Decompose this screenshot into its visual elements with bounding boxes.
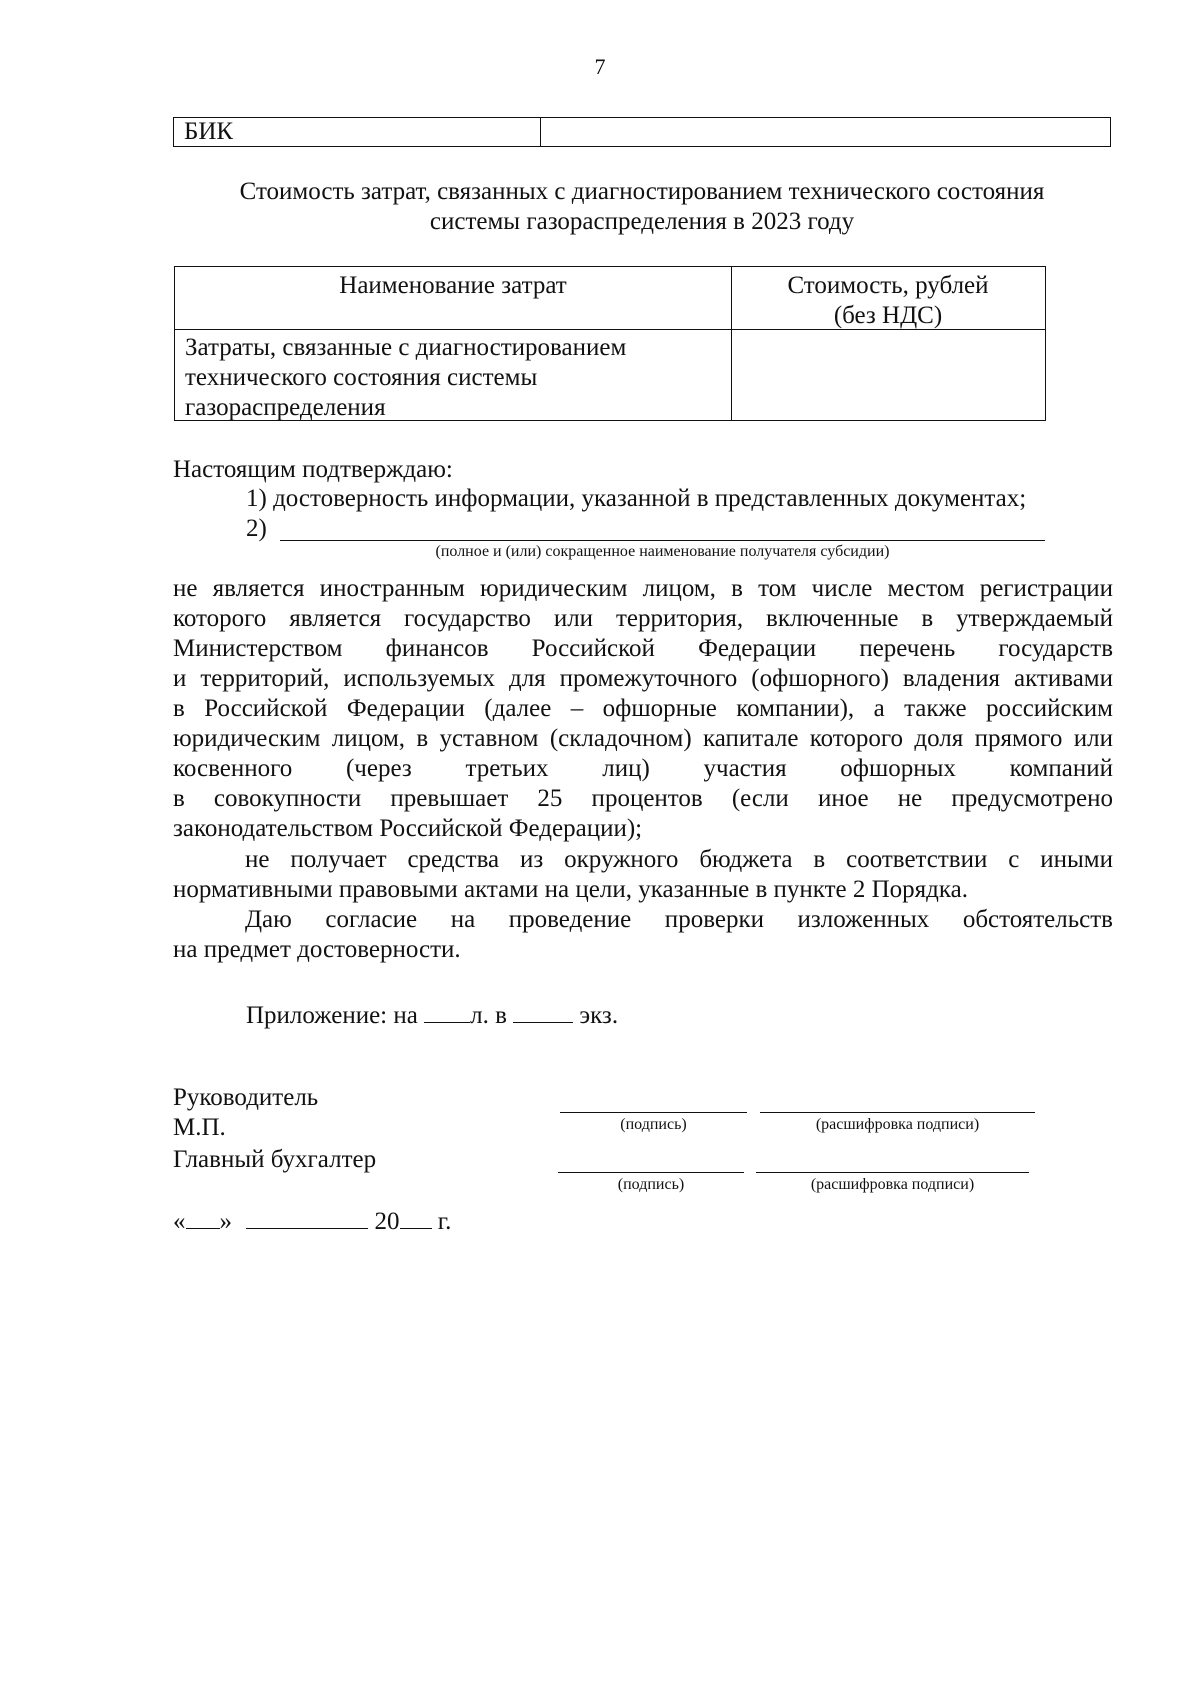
attachment-middle: л. в — [470, 1002, 507, 1029]
date-line — [173, 1206, 451, 1237]
attachment-copies-field[interactable] — [513, 1000, 573, 1023]
bik-label: БИК — [174, 118, 541, 146]
para3-line: Даю согласие на проведение проверки изложенных обстоятельств — [245, 906, 1113, 933]
header-cost-value — [731, 271, 1045, 331]
para2-line: нормативными правовыми актами на цели, указанные в пункте 2 Порядка. — [173, 876, 969, 903]
para1-line: которого является государство или территория, включенные в утверждаемый — [173, 605, 1113, 632]
confirm-intro: Настоящим подтверждаю: — [173, 456, 453, 483]
head-signature-caption: (подпись) — [620, 1116, 687, 1133]
para3-line: на предмет достоверности. — [173, 936, 461, 963]
confirm-item-2-number: 2) — [246, 515, 267, 542]
accountant-decoding-line[interactable] — [756, 1172, 1029, 1173]
date-open-quote: « — [173, 1208, 186, 1235]
head-decoding-line[interactable] — [760, 1112, 1035, 1113]
cost-section-title — [173, 177, 1111, 237]
attachment-pages-field[interactable] — [424, 1000, 470, 1023]
date-month-field[interactable] — [246, 1206, 368, 1229]
date-year-field[interactable] — [400, 1206, 432, 1229]
stamp-label: М.П. — [173, 1114, 226, 1141]
accountant-decoding-caption: (расшифровка подписи) — [810, 1176, 975, 1193]
para1-line: юридическим лицом, в уставном (складочном) капитале которого доля прямого или — [173, 725, 1113, 752]
date-year-suffix: г. — [437, 1208, 452, 1235]
para1-line: не является иностранным юридическим лицом, в том числе местом регистрации — [173, 575, 1113, 602]
para1-line: в совокупности превышает 25 процентов (если иное не предусмотрено — [173, 785, 1113, 812]
accountant-signature-caption: (подпись) — [617, 1176, 685, 1193]
row-cost-name — [185, 333, 725, 423]
paragraph-offshore — [173, 574, 1113, 844]
paragraph-consent — [173, 905, 1113, 965]
recipient-name-caption: (полное и (или) сокращенное наименование получателя субсидии) — [435, 543, 890, 560]
row-name-line-2: технического состояния системы — [185, 364, 538, 391]
bik-table — [173, 117, 1111, 147]
paragraph-budget — [173, 845, 1113, 905]
recipient-name-line[interactable] — [280, 540, 1045, 541]
para1-line: в Российской Федерации (далее – офшорные компании), а также российским — [173, 695, 1113, 722]
head-signature-line[interactable] — [560, 1112, 747, 1113]
accountant-signature-line[interactable] — [558, 1172, 744, 1173]
cost-table — [174, 266, 1046, 421]
date-close-quote: » — [219, 1208, 232, 1235]
row-name-line-3: газораспределения — [185, 394, 386, 421]
header-cost-line-1: Стоимость, рублей — [787, 272, 989, 299]
attachment-suffix: экз. — [579, 1002, 619, 1029]
date-day-field[interactable] — [186, 1206, 220, 1229]
title-line-2: системы газораспределения в 2023 году — [429, 208, 855, 235]
chief-accountant-label: Главный бухгалтер — [173, 1146, 377, 1173]
head-label: Руководитель — [173, 1084, 319, 1111]
attachment-line — [246, 1000, 618, 1031]
row-name-line-1: Затраты, связанные с диагностированием — [185, 334, 627, 361]
page-number: 7 — [594, 54, 606, 79]
para1-line: законодательством Российской Федерации); — [173, 815, 643, 842]
para1-line: Министерством финансов Российской Федерации перечень государств — [173, 635, 1113, 662]
date-year-prefix: 20 — [374, 1208, 400, 1235]
header-cost-line-2: (без НДС) — [833, 302, 943, 329]
title-line-1: Стоимость затрат, связанных с диагностированием технического состояния — [239, 178, 1045, 205]
para1-line: косвенного (через третьих лиц) участия офшорных компаний — [173, 755, 1113, 782]
para1-line: и территорий, используемых для промежуточного (офшорного) владения активами — [173, 665, 1113, 692]
attachment-prefix: Приложение: на — [246, 1002, 418, 1029]
head-decoding-caption: (расшифровка подписи) — [815, 1116, 980, 1133]
confirm-item-1: 1) достоверность информации, указанной в представленных документах; — [246, 485, 1027, 512]
header-cost-name: Наименование затрат — [339, 272, 567, 299]
para2-line: не получает средства из окружного бюджета в соответствии с иными — [245, 846, 1113, 873]
